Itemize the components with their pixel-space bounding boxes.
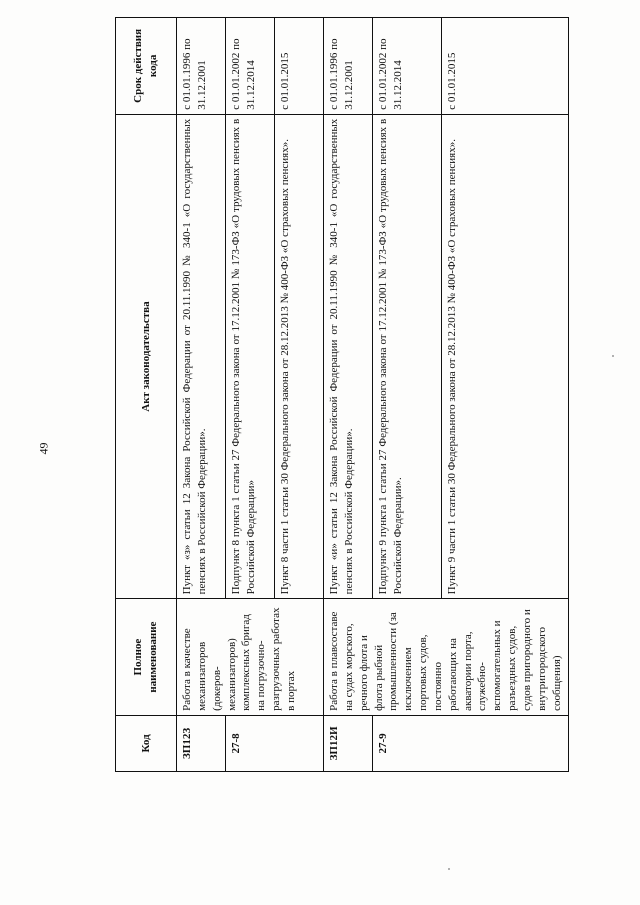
row-term: с 01.01.2015: [441, 18, 568, 115]
table-row: [324, 18, 373, 772]
row-code: ЗП12З: [177, 715, 226, 771]
scan-speck: [448, 868, 450, 870]
pension-codes-table: [115, 17, 569, 772]
row-code: 27-8: [226, 715, 324, 771]
row-name: [324, 599, 569, 715]
row-act: Подпункт 8 пункта 1 статьи 27 Федерального закона от 17.12.2001 № 173-ФЗ «О трудовых пенсиях в Российской Федерации»: [226, 114, 275, 599]
landscape-sheet: [115, 17, 640, 772]
row-act: Пункт 9 части 1 статьи 30 Федерального закона от 28.12.2013 № 400-ФЗ «О страховых пенсиях».: [441, 114, 568, 599]
table-row: [177, 18, 226, 772]
header-code: Код: [116, 715, 177, 771]
name-part-1: Работа в качестве механизаторов (докеров-механизаторов): [181, 628, 238, 711]
row-act: Пункт 8 части 1 статьи 30 Федерального закона от 28.12.2013 № 400-ФЗ «О страховых пенсиях».: [275, 114, 324, 599]
row-code: ЗП12И: [324, 715, 373, 771]
row-term: с 01.01.1996 по 31.12.2001: [177, 18, 226, 115]
header-term: Срок действия кода: [116, 18, 177, 115]
name-part-1: Работа в плавсоставе на судах морского, речного флота и: [328, 611, 370, 711]
name-part-2: флота рыбной промышленности (за исключением портовых судов, постоянно работающих на акватории порта, служебно-вспомогательных и разъездных судов, судов пригородного и внутригородского сообщения): [372, 609, 563, 711]
table-header-row: [116, 18, 177, 772]
row-name: [177, 599, 324, 715]
row-act: Пункт «з» статьи 12 Закона Российской Федерации от 20.11.1990 № 340-1 «О государственных пенсиях в Российской Федерации».: [177, 114, 226, 599]
row-act: Подпункт 9 пункта 1 статьи 27 Федерального закона от 17.12.2001 № 173-ФЗ «О трудовых пенсиях в Российской Федерации».: [373, 114, 442, 599]
page-number: 49: [36, 442, 51, 455]
rotated-content: [115, 17, 640, 772]
row-term: с 01.01.2002 по 31.12.2014: [226, 18, 275, 115]
header-act: Акт законодательства: [116, 114, 177, 599]
scan-speck: [612, 355, 614, 357]
row-act: Пункт «и» статьи 12 Закона Российской Федерации от 20.11.1990 № 340-1 «О государственных пенсиях в Российской Федерации».: [324, 114, 373, 599]
name-part-2: комплексных бригад на погрузочно-разгрузочных работах в портах: [240, 607, 297, 711]
row-term: с 01.01.2002 по 31.12.2014: [373, 18, 442, 115]
row-term: с 01.01.1996 по 31.12.2001: [324, 18, 373, 115]
header-name: Полное наименование: [116, 599, 177, 715]
row-code: 27-9: [373, 715, 569, 771]
row-term: с 01.01.2015: [275, 18, 324, 115]
